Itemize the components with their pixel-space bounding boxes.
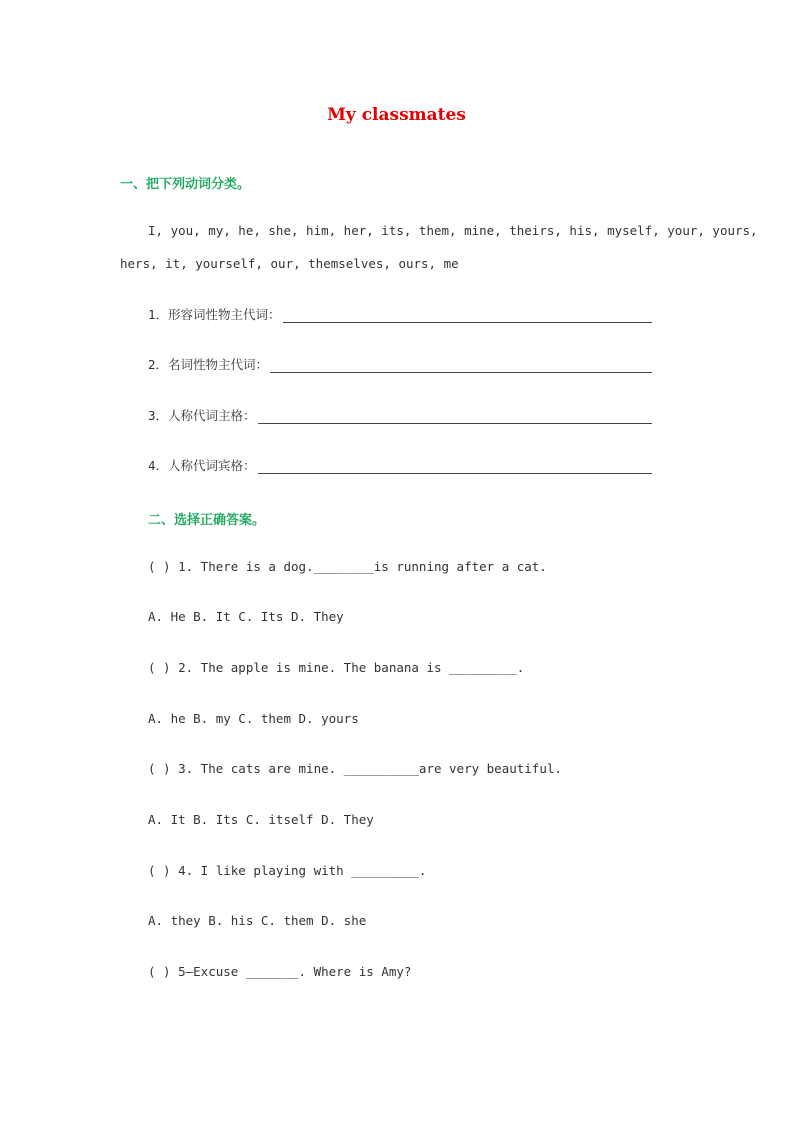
answer-blank[interactable] xyxy=(283,309,652,323)
blank-label: 3．人称代词主格： xyxy=(148,408,256,423)
blank-label: 4．人称代词宾格： xyxy=(148,458,256,473)
answer-blank[interactable] xyxy=(270,359,652,373)
blank-row-1 xyxy=(148,305,652,323)
answer-blank[interactable] xyxy=(258,460,652,474)
options-2: A. he B. my C. them D. yours xyxy=(148,711,359,726)
question-2: ( ) 2. The apple is mine. The banana is _________. xyxy=(148,660,525,675)
blank-row-4 xyxy=(148,456,652,474)
question-4: ( ) 4. I like playing with _________. xyxy=(148,863,427,878)
answer-blank[interactable] xyxy=(258,410,652,424)
blank-row-2 xyxy=(148,355,652,373)
page-title: My classmates xyxy=(327,105,466,125)
section1-heading: 一、把下列动词分类。 xyxy=(120,177,251,192)
blank-label: 1．形容词性物主代词： xyxy=(148,307,281,322)
question-3: ( ) 3. The cats are mine. __________are very beautiful. xyxy=(148,761,562,776)
question-5: ( ) 5—Excuse _______. Where is Amy? xyxy=(148,964,412,979)
blank-label: 2．名词性物主代词： xyxy=(148,357,269,372)
section2-heading: 二、选择正确答案。 xyxy=(148,513,266,528)
word-list-line-1: I, you, my, he, she, him, her, its, them, mine, theirs, his, myself, your, yours, xyxy=(148,223,758,238)
question-1: ( ) 1. There is a dog.________is running after a cat. xyxy=(148,559,547,574)
options-3: A. It B. Its C. itself D. They xyxy=(148,812,374,827)
blank-row-3 xyxy=(148,406,652,424)
options-1: A. He B. It C. Its D. They xyxy=(148,609,344,624)
word-list-line-2: hers, it, yourself, our, themselves, ours, me xyxy=(120,256,459,271)
options-4: A. they B. his C. them D. she xyxy=(148,913,367,928)
